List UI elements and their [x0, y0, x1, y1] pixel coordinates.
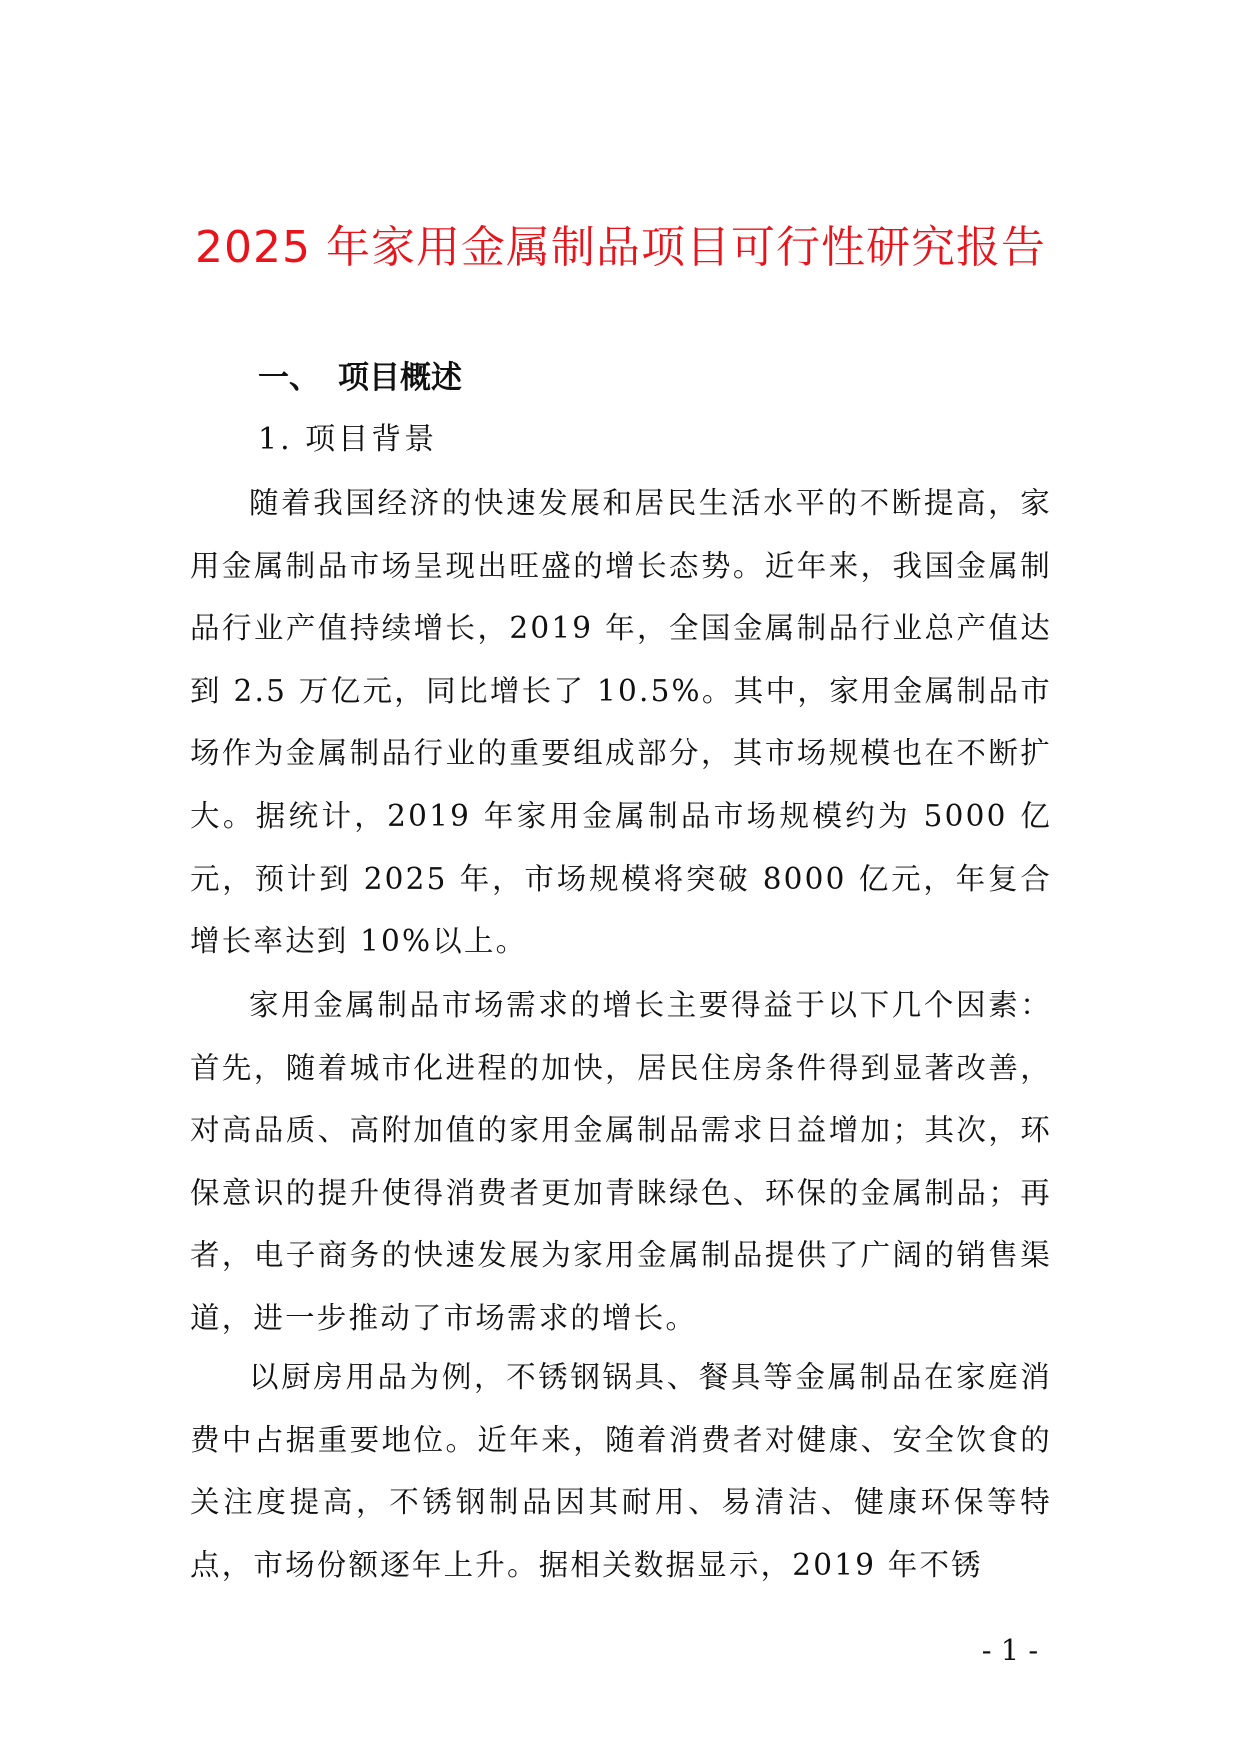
page-number: - 1 -: [981, 1633, 1039, 1667]
section-title: 项目概述: [338, 360, 462, 396]
body-paragraph: 以厨房用品为例，不锈钢锅具、餐具等金属制品在家庭消费中占据重要地位。近年来，随着消费者对健康、安全饮食的关注度提高，不锈钢制品因其耐用、易清洁、健康环保等特点，市场份额逐年上升。据相关数据显示，2019 年不锈: [190, 1360, 1052, 1582]
body-paragraph: 随着我国经济的快速发展和居民生活水平的不断提高，家用金属制品市场呈现出旺盛的增长态势。近年来，我国金属制品行业产值持续增长，2019 年，全国金属制品行业总产值达到 2.5 万亿元，同比增长了 10.5%。其中，家用金属制品市场作为金属制品行业的重要组成部分，其市场规模也在不断扩大。据统计，2019 年家用金属制品市场规模约为 5000 亿元，预计到 2025 年，市场规模将突破 8000 亿元，年复合增长率达到 10%以上。: [190, 486, 1052, 959]
section-heading: [258, 356, 462, 400]
subsection-heading: 1. 项目背景: [258, 422, 438, 457]
document-title: 2025 年家用金属制品项目可行性研究报告: [195, 222, 1046, 273]
body-paragraph: 家用金属制品市场需求的增长主要得益于以下几个因素：首先，随着城市化进程的加快，居民住房条件得到显著改善，对高品质、高附加值的家用金属制品需求日益增加；其次，环保意识的提升使得消费者更加青睐绿色、环保的金属制品；再者，电子商务的快速发展为家用金属制品提供了广阔的销售渠道，进一步推动了市场需求的增长。: [190, 988, 1052, 1335]
section-number: 一、: [258, 360, 320, 396]
